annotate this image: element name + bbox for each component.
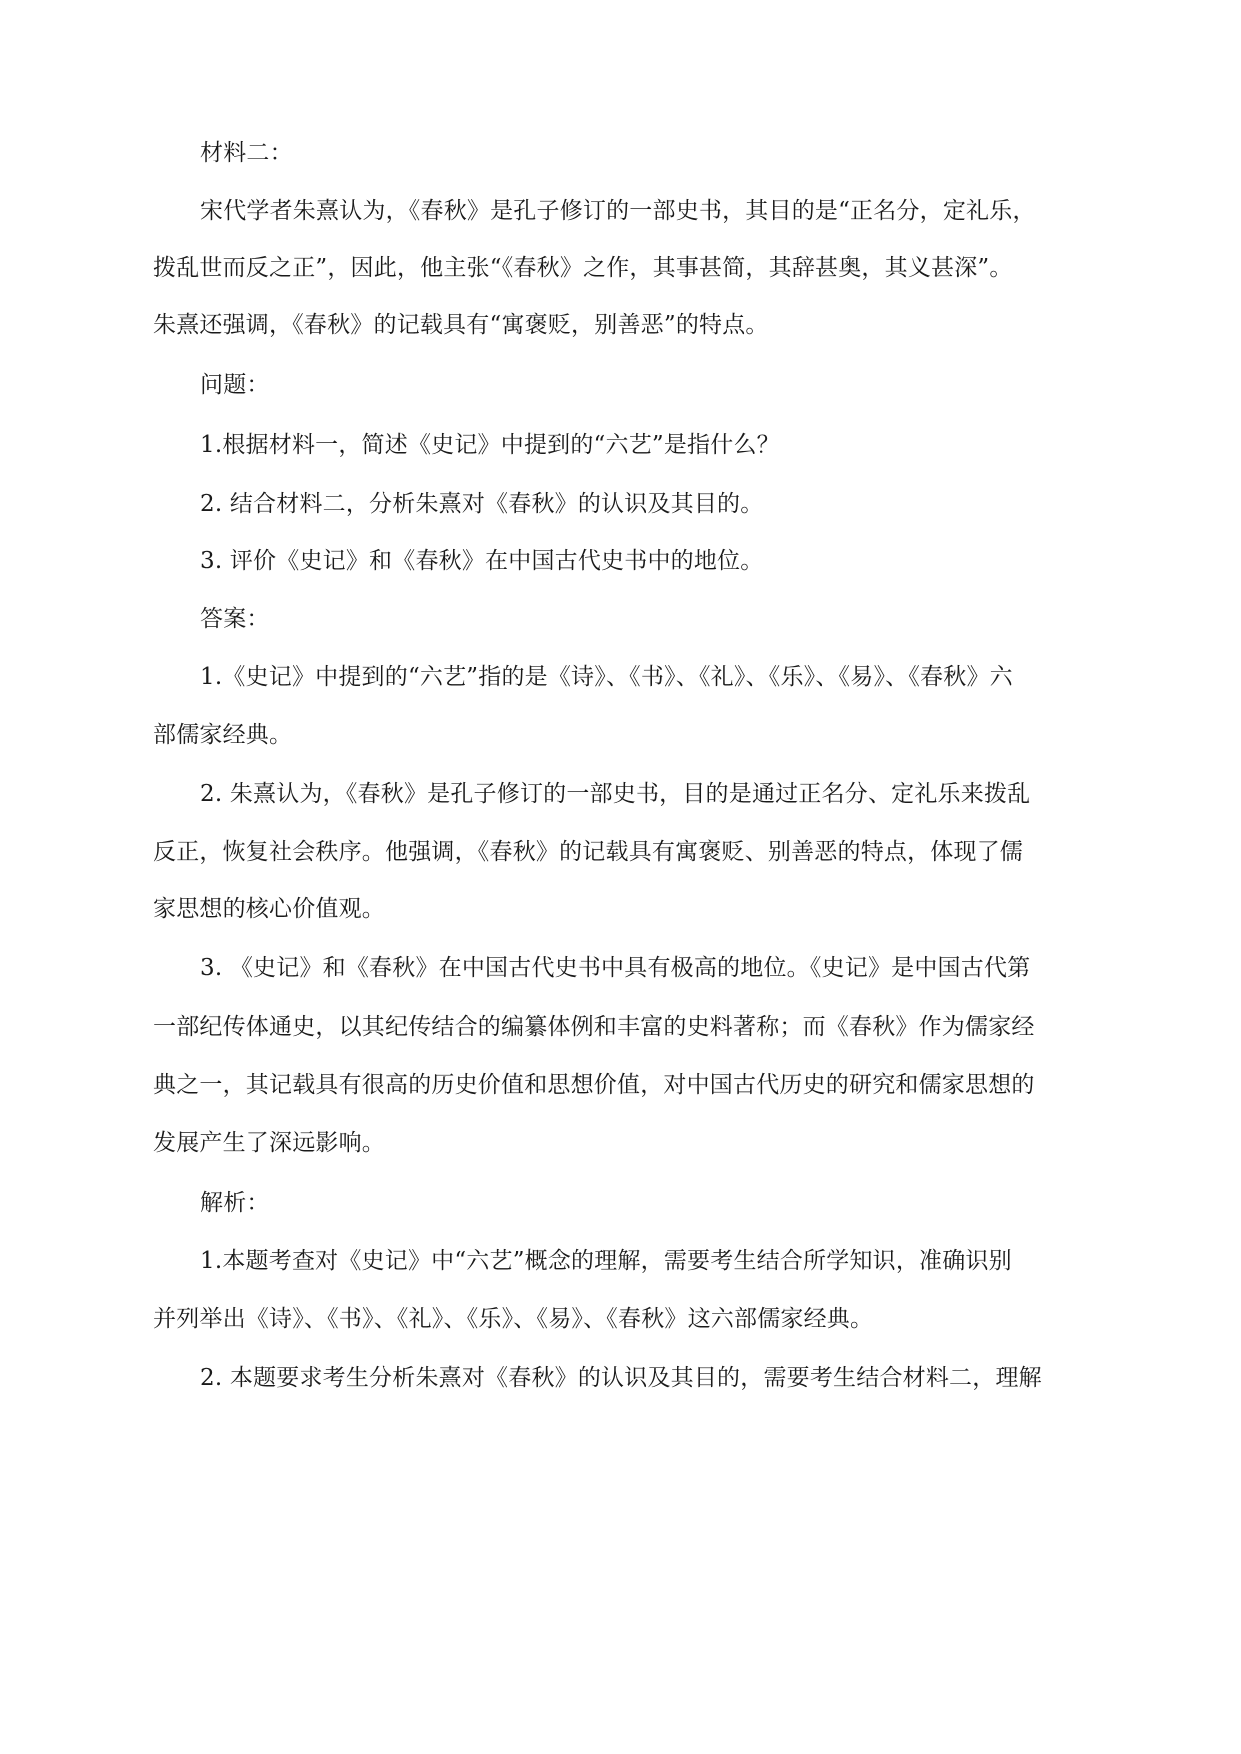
answer-line: 反正，恢复社会秩序。他强调，《春秋》的记载具有寓褒贬、别善恶的特点，体现了儒	[153, 839, 1024, 865]
answer-line: 1.《史记》中提到的“六艺”指的是《诗》、《书》、《礼》、《乐》、《易》、《春秋》六	[200, 664, 1013, 690]
analysis-heading: 解析：	[200, 1190, 270, 1216]
questions-heading: 问题：	[200, 372, 270, 398]
analysis-line: 1.本题考查对《史记》中“六艺”概念的理解，需要考生结合所学知识，准确识别	[200, 1248, 1012, 1274]
answer-line: 部儒家经典。	[153, 722, 293, 748]
answer-line: 发展产生了深远影响。	[153, 1130, 385, 1156]
answers-heading: 答案：	[200, 606, 270, 632]
question-item: 1.根据材料一，简述《史记》中提到的“六艺”是指什么？	[200, 432, 780, 458]
question-item: 2. 结合材料二，分析朱熹对《春秋》的认识及其目的。	[200, 491, 764, 517]
answer-line: 家思想的核心价值观。	[153, 896, 385, 922]
material2-line: 拨乱世而反之正”，因此，他主张“《春秋》之作，其事甚简，其辞甚奥，其义甚深”。	[153, 255, 1013, 281]
answer-line: 3. 《史记》和《春秋》在中国古代史书中具有极高的地位。《史记》是中国古代第	[200, 955, 1031, 981]
answer-line: 一部纪传体通史，以其纪传结合的编纂体例和丰富的史料著称；而《春秋》作为儒家经	[153, 1014, 1035, 1040]
material2-line: 宋代学者朱熹认为，《春秋》是孔子修订的一部史书，其目的是“正名分，定礼乐，	[200, 198, 1036, 224]
material2-heading: 材料二：	[200, 140, 293, 166]
analysis-line: 并列举出《诗》、《书》、《礼》、《乐》、《易》、《春秋》这六部儒家经典。	[153, 1306, 874, 1332]
material2-line: 朱熹还强调，《春秋》的记载具有“寓褒贬，别善恶”的特点。	[153, 312, 769, 338]
answer-line: 2. 朱熹认为，《春秋》是孔子修订的一部史书，目的是通过正名分、定礼乐来拨乱	[200, 781, 1031, 807]
question-item: 3. 评价《史记》和《春秋》在中国古代史书中的地位。	[200, 548, 764, 574]
answer-line: 典之一，其记载具有很高的历史价值和思想价值，对中国古代历史的研究和儒家思想的	[153, 1072, 1035, 1098]
analysis-line: 2. 本题要求考生分析朱熹对《春秋》的认识及其目的，需要考生结合材料二，理解	[200, 1365, 1042, 1391]
